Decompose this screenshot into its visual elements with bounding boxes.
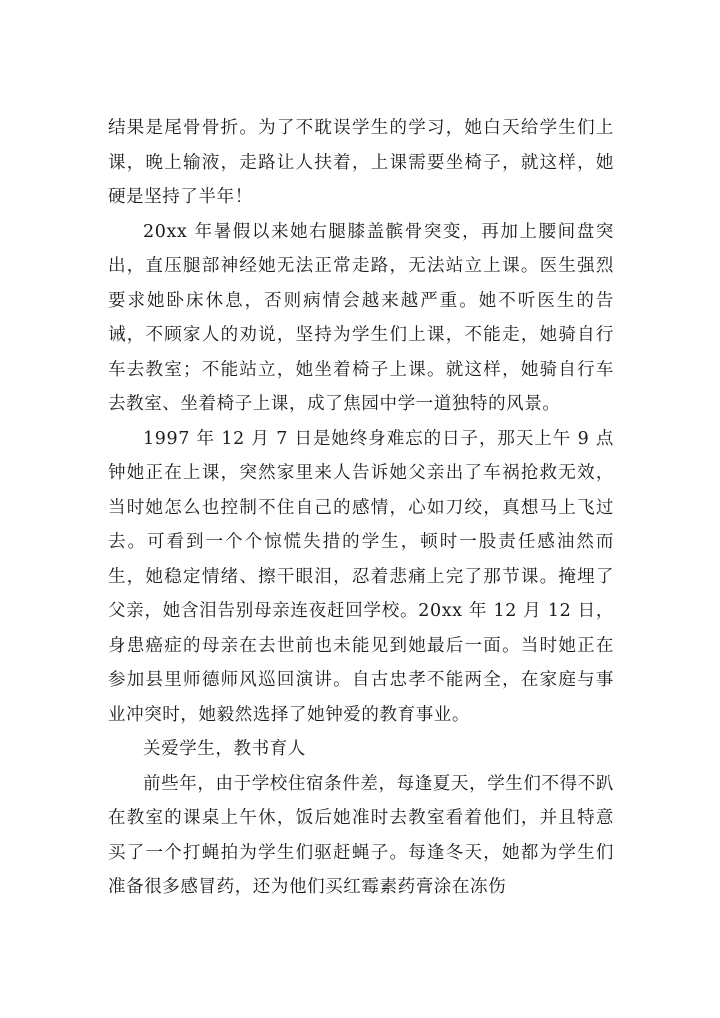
paragraph-2: 20xx 年暑假以来她右腿膝盖髌骨突变，再加上腰间盘突出，直压腿部神经她无法正常走路，无法站立上课。医生强烈要求她卧床休息，否则病情会越来越严重。她不听医生的告诫，不顾家人的劝说，坚持为学生们上课，不能走，她骑自行车去教室；不能站立，她坐着椅子上课。就这样，她骑自行车去教室、坐着椅子上课，成了焦园中学一道独特的风景。 xyxy=(108,221,614,414)
body-text xyxy=(108,111,614,905)
paragraph-4: 前些年，由于学校住宿条件差，每逢夏天，学生们不得不趴在教室的课桌上午休，饭后她准时去教室看着他们，并且特意买了一个打蝇拍为学生们驱赶蝇子。每逢冬天，她都为学生们准备很多感冒药，还为他们买红霉素药膏涂在冻伤 xyxy=(108,773,614,897)
paragraph-1: 结果是尾骨骨折。为了不耽误学生的学习，她白天给学生们上课，晚上输液，走路让人扶着，上课需要坐椅子，就这样，她硬是坚持了半年！ xyxy=(108,118,614,207)
paragraph-3: 1997 年 12 月 7 日是她终身难忘的日子，那天上午 9 点钟她正在上课，突然家里来人告诉她父亲出了车祸抢救无效，当时她怎么也控制不住自己的感情，心如刀绞，真想马上飞过去。可看到一个个惊慌失措的学生，顿时一股责任感油然而生，她稳定情绪、擦干眼泪，忍着悲痛上完了那节课。掩埋了父亲，她含泪告别母亲连夜赶回学校。20xx 年 12 月 12 日，身患癌症的母亲在去世前也未能见到她最后一面。当时她正在参加县里师德师风巡回演讲。自古忠孝不能两全，在家庭与事业冲突时，她毅然选择了她钟爱的教育事业。 xyxy=(108,428,614,725)
section-heading: 关爱学生，教书育人 xyxy=(143,739,306,759)
